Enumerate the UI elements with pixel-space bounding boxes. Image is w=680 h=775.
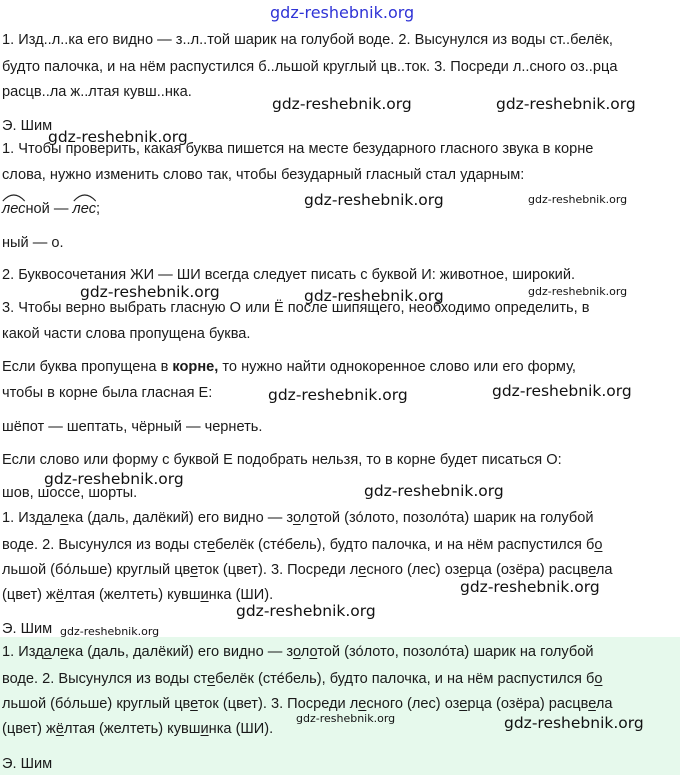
answer-highlight-line-1 [2,641,594,663]
rule-1-example-suffix: ной — [25,201,69,217]
inserted-vowel: а [43,510,52,526]
rule-5-line-2: шов, шоссе, шорты. [2,485,138,501]
answer-text-segment: лтая (желтеть) кувш [63,721,201,737]
watermark: gdz-reshebnik.org [296,712,396,725]
answer-text-segment: сного (лес) оз [366,696,460,712]
inserted-vowel: ё [55,587,64,603]
answer-text-segment: л [300,644,310,660]
answer-text-segment: лтая (желтеть) кувш [63,587,201,603]
answer-text-segment: ка (даль, далёкий) его видно — з [68,510,293,526]
rule-4-line-2: чтобы в корне была гласная Е: [2,385,213,401]
watermark: gdz-reshebnik.org [364,482,504,500]
answer-text-segment: 1. Изд [2,510,44,526]
inserted-vowel: е [588,696,596,712]
inserted-vowel: е [358,562,367,578]
answer-text-segment: той (зо́лото, позоло́та) шарик на голубой [317,644,594,660]
task-line-3: расцв..ла ж..лтая кувш..нка. [2,84,192,100]
inserted-vowel: е [190,562,198,578]
answer-text-segment: рца (озёра) расцв [467,562,589,578]
rule-4-examples: шёпот — шептать, чёрный — чернеть. [2,419,263,435]
inserted-vowel: е [358,696,367,712]
rule-2: 2. Буквосочетания ЖИ — ШИ всегда следует писать с буквой И: животное, широкий. [2,267,576,283]
task-line-2: будто палочка, и на нём распустился б..льшой круглый цв..ток. 3. Посреди л..сного оз..рца [2,59,618,75]
answer-line-1 [2,507,594,529]
inserted-vowel: о [292,510,301,526]
task-author: Э. Шим [2,118,53,134]
answer-line-4 [2,584,273,606]
answer-author: Э. Шим [2,621,53,637]
answer-text-segment: нка (ШИ). [208,587,274,603]
rule-3-line-1: 3. Чтобы верно выбрать гласную О или Ё после шипящего, необходимо определить, в [2,300,590,316]
answer-text-segment: ка (даль, далёкий) его видно — з [68,644,293,660]
answer-text-segment: ла [595,696,613,712]
rule-1-example-semicolon: ; [96,201,101,217]
watermark: gdz-reshebnik.org [268,386,408,404]
inserted-vowel: ё [55,721,64,737]
answer-text-segment: л [300,510,310,526]
watermark: gdz-reshebnik.org [460,578,600,596]
watermark: gdz-reshebnik.org [496,95,636,113]
watermark: gdz-reshebnik.org [272,95,412,113]
inserted-vowel: е [459,562,468,578]
answer-text-segment: 1. Изд [2,644,44,660]
watermark-top: gdz-reshebnik.org [270,3,415,22]
rule-1-example [2,198,100,220]
watermark: gdz-reshebnik.org [236,602,376,620]
answer-highlight-line-4 [2,718,273,740]
rule-4-line-1: Если буква пропущена в корне, то нужно найти однокоренное слово или его форму, [2,359,576,375]
rule-1-line-2: слова, нужно изменить слово так, чтобы безударный гласный стал ударным: [2,167,525,183]
answer-text-segment: л [51,510,61,526]
watermark: gdz-reshebnik.org [60,625,160,638]
answer-text-segment: рца (озёра) расцв [467,696,589,712]
watermark: gdz-reshebnik.org [44,470,184,488]
inserted-vowel: е [207,671,216,687]
watermark: gdz-reshebnik.org [48,128,188,146]
task-line-1: 1. Изд..л..ка его видно — з..л..той шарик на голубой воде. 2. Высунулся из воды ст..белёк, [2,32,613,48]
inserted-vowel: е [60,644,69,660]
watermark: gdz-reshebnik.org [304,287,444,305]
answer-text-segment: (цвет) ж [2,587,56,603]
rule-3-line-2: какой части слова пропущена буква. [2,326,251,342]
root-mark-les: лес [73,198,96,220]
answer-text-segment: нка (ШИ). [208,721,274,737]
answer-text-segment: ла [595,562,613,578]
watermark: gdz-reshebnik.org [528,285,628,298]
answer-text-segment: льшой (бо́льше) круглый цв [2,562,191,578]
inserted-vowel: и [200,721,209,737]
answer-highlight-author: Э. Шим [2,756,53,772]
inserted-vowel: о [292,644,301,660]
root-mark-lesnoy: лес [2,198,25,220]
watermark: gdz-reshebnik.org [504,714,644,732]
inserted-vowel: о [309,510,318,526]
rule-1-line-1: 1. Чтобы проверить, какая буква пишется на месте безударного гласного звука в корне [2,141,594,157]
answer-line-2 [2,534,602,556]
answer-text-segment: л [51,644,61,660]
answer-text-segment: воде. 2. Высунулся из воды ст [2,537,208,553]
inserted-vowel: о [309,644,318,660]
watermark: gdz-reshebnik.org [80,283,220,301]
inserted-vowel: е [60,510,69,526]
watermark: gdz-reshebnik.org [528,193,628,206]
inserted-vowel: е [207,537,216,553]
inserted-vowel: е [588,562,596,578]
answer-text-segment: той (зо́лото, позоло́та) шарик на голубой [317,510,594,526]
answer-text-segment: воде. 2. Высунулся из воды ст [2,671,208,687]
inserted-vowel: о [594,671,603,687]
rule-1-example-line-2: ный — о. [2,235,64,251]
answer-text-segment: белёк (сте́бель), будто палочка, и на нём распустился б [215,671,595,687]
answer-text-segment: ток (цвет). 3. Посреди л [197,696,359,712]
inserted-vowel: е [459,696,468,712]
answer-text-segment: (цвет) ж [2,721,56,737]
answer-highlight-line-2 [2,668,602,690]
answer-text-segment: белёк (сте́бель), будто палочка, и на нём распустился б [215,537,595,553]
answer-text-segment: сного (лес) оз [366,562,460,578]
answer-text-segment: ток (цвет). 3. Посреди л [197,562,359,578]
watermark: gdz-reshebnik.org [304,191,444,209]
inserted-vowel: е [190,696,198,712]
watermark: gdz-reshebnik.org [492,382,632,400]
inserted-vowel: а [43,644,52,660]
inserted-vowel: о [594,537,603,553]
rule-5-line-1: Если слово или форму с буквой Е подобрать нельзя, то в корне будет писаться О: [2,452,562,468]
answer-text-segment: льшой (бо́льше) круглый цв [2,696,191,712]
inserted-vowel: и [200,587,209,603]
